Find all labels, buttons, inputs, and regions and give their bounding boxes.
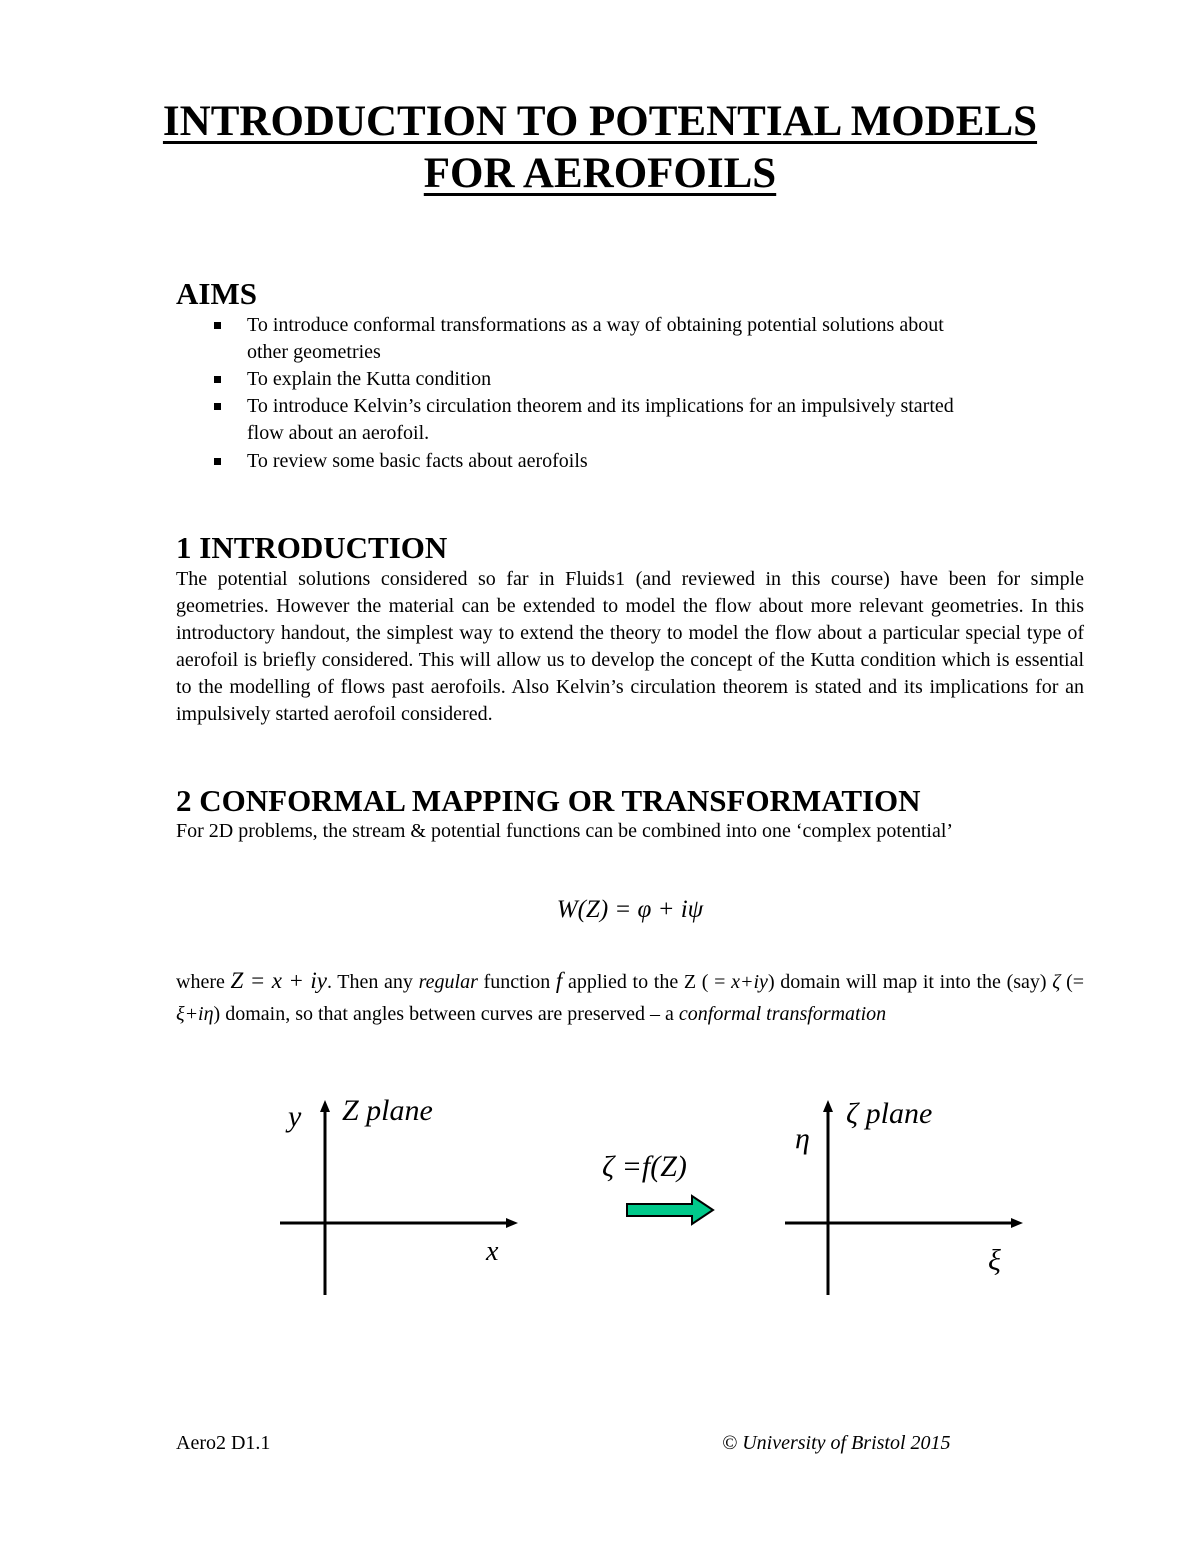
z-plane-axes [280, 1094, 512, 1295]
document-title [20, 96, 1180, 200]
aims-item: To introduce conformal transformations as a way of obtaining potential solutions about other geometries [176, 312, 1086, 366]
zeta-plane-label: ζ plane [846, 1097, 933, 1130]
aims-heading: AIMS [176, 276, 257, 311]
bullet-square-icon [214, 403, 221, 410]
section-1-body: The potential solutions considered so far in Fluids1 (and reviewed in this course) have been for simple geometries. However the material can be extended to model the flow about more relevant geometries. In this introductory handout, the simplest way to extend the theory to model the flow about a particular special type of aerofoil is briefly considered. This will allow us to develop the concept of the Kutta condition which is essential to the modelling of flows past aerofoils. Also Kelvin’s circulation theorem is stated and its implications for an impulsively started aerofoil considered. [176, 568, 1084, 725]
z-plane-label: Z plane [342, 1094, 433, 1127]
section-2-heading: 2 CONFORMAL MAPPING OR TRANSFORMATION [176, 783, 921, 818]
footer-copyright: © University of Bristol 2015 [722, 1432, 951, 1454]
title-line-1: INTRODUCTION TO POTENTIAL MODELS [162, 98, 1038, 145]
footer-course-code: Aero2 D1.1 [176, 1432, 271, 1454]
aims-item: To explain the Kutta condition [176, 366, 1086, 393]
aims-item: To introduce Kelvin’s circulation theorem and its implications for an impulsively started flow about an aerofoil. [176, 393, 1086, 447]
bullet-square-icon [214, 376, 221, 383]
title-line-2: FOR AEROFOILS [423, 150, 777, 197]
bullet-square-icon [214, 322, 221, 329]
z-plane-y-label: y [288, 1100, 302, 1133]
zeta-plane-eta-label: η [795, 1122, 810, 1155]
bullet-square-icon [214, 458, 221, 465]
section-2-mapping-text: where Z = x + iy. Then any regular function f applied to the Z ( = x+iy) domain will map it into the (say) ζ (= ξ+iη) domain, so that angles between curves are preserved – a conformal transformation [176, 968, 1085, 1025]
section-2-intro: For 2D problems, the stream & potential functions can be combined into one ‘complex potential’ [176, 820, 954, 842]
zeta-plane-axes [785, 1097, 1017, 1295]
conformal-mapping-diagram [0, 1080, 1200, 1310]
aims-item: To review some basic facts about aerofoils [176, 448, 1086, 475]
section-1-heading: 1 INTRODUCTION [176, 530, 448, 565]
mapping-arrow-group [602, 1150, 713, 1224]
complex-potential-equation: W(Z) = φ + iψ [556, 896, 704, 923]
zeta-plane-xi-label: ξ [988, 1244, 1001, 1277]
mapping-function-label: ζ =f(Z) [602, 1150, 687, 1183]
z-plane-x-label: x [486, 1236, 499, 1267]
aims-list [176, 312, 1086, 475]
right-arrow-icon [627, 1196, 713, 1224]
